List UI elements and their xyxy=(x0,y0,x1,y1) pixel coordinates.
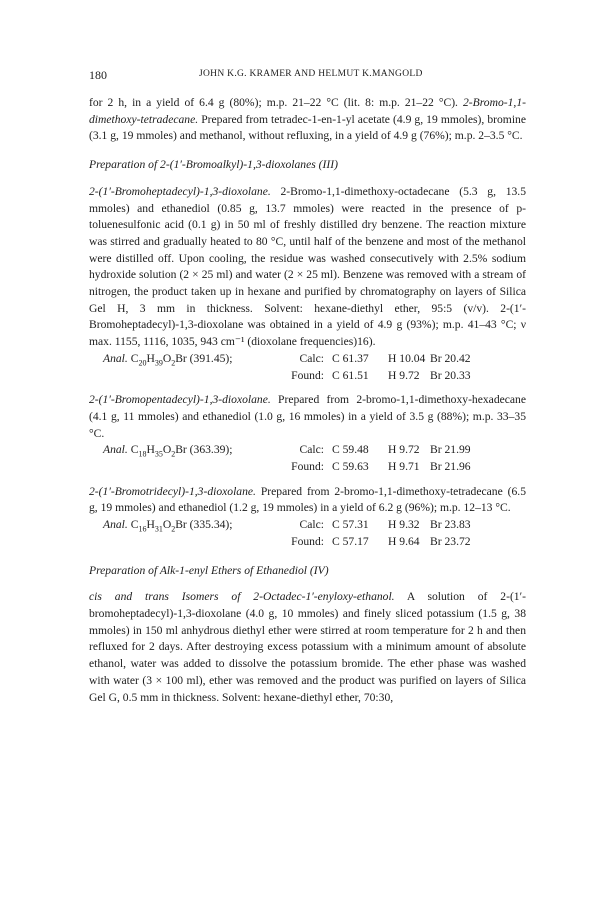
paragraph xyxy=(89,589,526,706)
elemental-analysis xyxy=(89,351,526,384)
found-label: Found: xyxy=(291,534,324,548)
section-heading: Preparation of 2-(1′-Bromoalkyl)-1,3-dioxolanes (III) xyxy=(89,158,338,172)
calc-br: Br 20.42 xyxy=(430,351,471,365)
analysis-formula xyxy=(103,517,270,534)
formula-text: $C_{16}H_{31}O_2Br$ (335.34); xyxy=(130,518,233,534)
found-label: Found: xyxy=(291,368,324,382)
calc-h: H 10.04 xyxy=(388,351,426,365)
found-c: C 57.17 xyxy=(332,534,369,548)
formula-text: $C_{18}H_{35}O_2Br$ (363.39); xyxy=(130,443,233,459)
elemental-analysis xyxy=(89,517,526,550)
paragraph-text: Prepared from 2-bromo-1,1-dimethoxy-hexadecane (4.1 g, 11 mmoles) and ethanediol (1.0 g, 16 mmoles) in a yield of 3.5 g (88%); m.p. 33–35 °C. xyxy=(89,393,526,440)
page-header xyxy=(89,66,526,84)
found-h: H 9.72 xyxy=(388,368,420,382)
found-br: Br 23.72 xyxy=(430,534,471,548)
calc-label: Calc: xyxy=(299,518,324,532)
paragraph-text: Prepared from 2-bromo-1,1-dimethoxy-tetradecane (6.5 g, 19 mmoles) and ethanediol (1.2 g, 19 mmoles) in a yield of 6.2 g (96%); m.p. 12–13 °C. xyxy=(89,484,526,515)
compound-title: 2-(1′-Bromoheptadecyl)-1,3-dioxolane. xyxy=(89,184,271,198)
running-title: JOHN K.G. KRAMER AND HELMUT K.MANGOLD xyxy=(199,69,423,79)
calc-h: H 9.72 xyxy=(388,443,420,457)
found-br: Br 20.33 xyxy=(430,368,471,382)
journal-page xyxy=(89,66,526,706)
compound-title: cis and trans Isomers of 2-Octadec-1′-enyloxy-ethanol. xyxy=(89,590,395,604)
calc-h: H 9.32 xyxy=(388,518,420,532)
formula-text: $C_{20}H_{39}O_2Br$ (391.45); xyxy=(130,351,233,368)
compound-title: 2-(1′-Bromotridecyl)-1,3-dioxolane. xyxy=(89,484,256,498)
compound-title: 2-Bromo-1,1-dimethoxy-tetradecane. xyxy=(89,96,526,126)
analysis-label: Anal. xyxy=(103,351,128,365)
page-body xyxy=(89,95,526,706)
analysis-label: Anal. xyxy=(103,518,128,532)
found-label: Found: xyxy=(291,460,324,474)
analysis-formula xyxy=(103,442,270,459)
paragraph-text: for 2 h, in a yield of 6.4 g (80%); m.p. 21–22 °C (lit. 8: m.p. 21–22 °C). xyxy=(89,96,458,109)
calc-label: Calc: xyxy=(299,443,324,457)
calc-br: Br 23.83 xyxy=(430,518,471,532)
analysis-formula xyxy=(103,351,270,368)
paragraph xyxy=(89,184,526,351)
page-number: 180 xyxy=(89,68,107,82)
calc-c: C 57.31 xyxy=(332,518,369,532)
section-heading: Preparation of Alk-1-enyl Ethers of Ethanediol (IV) xyxy=(89,563,329,577)
found-br: Br 21.96 xyxy=(430,460,471,474)
calc-label: Calc: xyxy=(299,351,324,365)
found-h: H 9.71 xyxy=(388,460,420,474)
elemental-analysis xyxy=(89,442,526,475)
found-c: C 61.51 xyxy=(332,368,369,382)
paragraph xyxy=(89,392,526,442)
paragraph-text: 2-Bromo-1,1-dimethoxy-octadecane (5.3 g, 13.5 mmoles) and ethanediol (0.85 g, 13.7 mmoles) were reacted in the presence of p-toluenesulfonic acid (0.1 g) in 50 ml of freshly distilled dry benzene. The reaction mixture was stirred and gradually heated to 80 °C, until half of the benzene and most of the methanol were distilled off. Upon cooling, the residue was washed consecutively with 2.5% sodium hydroxide solution (2 × 25 ml) and water (2 × 25 ml). Benzene was removed with a stream of nitrogen, the product taken up in hexane and purified by chromatography on layers of Silica Gel H, 3 mm in thickness. Solvent: hexane-diethyl ether, 95:5 (v/v). 2-(1′-Bromoheptadecyl)-1,3-dioxolane was obtained in a yield of 4.9 g (93%); m.p. 41–43 °C; ν max. 1155, 1116, 1035, 943 cm⁻¹ (dioxolane frequencies)16). xyxy=(89,184,526,349)
calc-c: C 61.37 xyxy=(332,351,369,365)
paragraph-text: Prepared from tetradec-1-en-1-yl acetate (4.9 g, 19 mmoles), bromine (3.1 g, 19 mmoles) and methanol, without refluxing, in a yield of 4.9 g (76%); m.p. 2–3.5 °C. xyxy=(89,112,526,143)
calc-c: C 59.48 xyxy=(332,443,369,457)
paragraph xyxy=(89,484,526,517)
compound-title: 2-(1′-Bromopentadecyl)-1,3-dioxolane. xyxy=(89,393,271,407)
calc-br: Br 21.99 xyxy=(430,443,471,457)
paragraph xyxy=(89,95,526,145)
found-c: C 59.63 xyxy=(332,460,369,474)
analysis-label: Anal. xyxy=(103,443,128,457)
found-h: H 9.64 xyxy=(388,534,420,548)
paragraph-text: A solution of 2-(1′-bromoheptadecyl)-1,3-dioxolane (4.0 g, 10 mmoles) and finely sliced potassium (1.5 g, 38 mmoles) in 150 ml anhydrous diethyl ether were stirred at room temperature for 2 h and then refluxed for 2 days. After destroying excess potassium with a minimum amount of absolute ethanol, water was added to dissolve the potassium bromide. The ether phase was washed with water (3 × 100 ml), ether was removed and the product was purified on layers of Silica Gel G, 0.5 mm in thickness. Solvent: hexane-diethyl ether, 70:30, xyxy=(89,590,526,704)
